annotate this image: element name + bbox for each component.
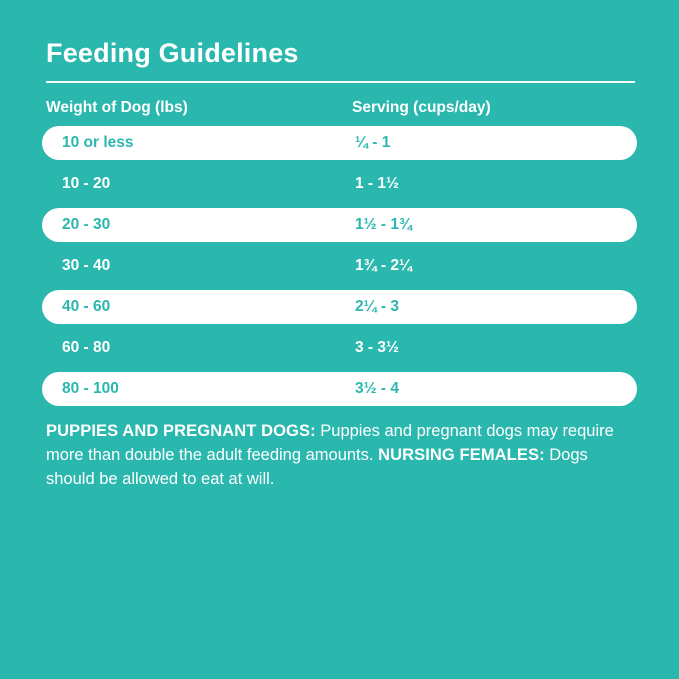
cell-weight: 10 - 20	[62, 175, 111, 192]
note-text-nursing: Dogs should be allowed to eat at will.	[46, 445, 588, 488]
cell-serving: 2¼ - 3	[355, 298, 399, 315]
cell-serving: 1½ - 1¾	[355, 216, 412, 233]
cell-serving: 1 - 1½	[355, 175, 399, 192]
column-header-weight: Weight of Dog (lbs)	[46, 99, 188, 116]
feeding-table-body	[42, 126, 637, 406]
cell-serving: 1¾ - 2¼	[355, 257, 412, 274]
table-row	[42, 126, 637, 160]
table-row	[42, 331, 637, 365]
cell-weight: 40 - 60	[62, 298, 111, 315]
table-row	[42, 249, 637, 283]
table-header-row	[42, 99, 637, 117]
cell-serving: ¼ - 1	[355, 134, 391, 151]
cell-weight: 80 - 100	[62, 380, 119, 397]
cell-weight: 10 or less	[62, 134, 134, 151]
note-text-puppies: Puppies and pregnant dogs may require more than double the adult feeding amounts.	[46, 422, 614, 464]
cell-weight: 60 - 80	[62, 339, 111, 356]
table-row	[42, 167, 637, 201]
column-header-serving: Serving (cups/day)	[352, 99, 491, 116]
cell-weight: 30 - 40	[62, 257, 111, 274]
feeding-note	[46, 420, 637, 492]
note-label-nursing: NURSING FEMALES:	[378, 445, 545, 464]
note-label-puppies: PUPPIES AND PREGNANT DOGS:	[46, 422, 316, 440]
cell-weight: 20 - 30	[62, 216, 111, 233]
table-row	[42, 372, 637, 406]
title-divider	[46, 81, 635, 83]
table-row	[42, 290, 637, 324]
cell-serving: 3 - 3½	[355, 339, 399, 356]
table-row	[42, 208, 637, 242]
page-title: Feeding Guidelines	[46, 38, 299, 68]
cell-serving: 3½ - 4	[355, 380, 399, 397]
